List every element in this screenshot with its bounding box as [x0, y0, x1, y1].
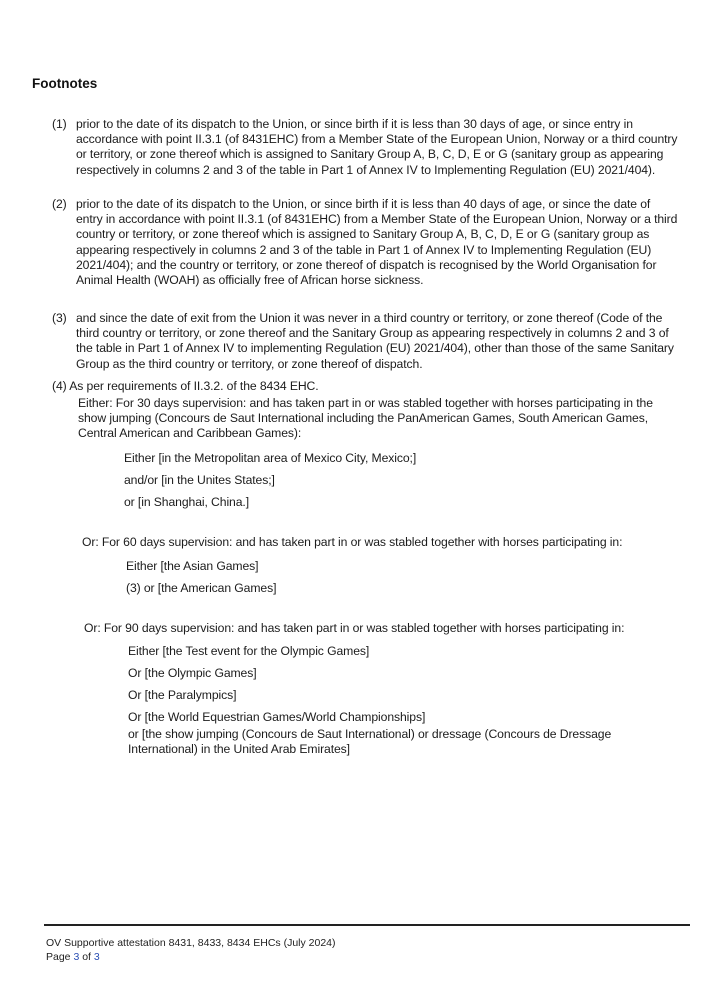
location-usa: and/or [in the Unites States;] [124, 473, 275, 487]
page-prefix: Page [46, 951, 74, 963]
footnote-4-intro: (4) As per requirements of II.3.2. of the 8434 EHC. [52, 379, 319, 393]
footnote-number: (1) [52, 117, 67, 131]
location-mexico: Either [in the Metropolitan area of Mexico City, Mexico;] [124, 451, 417, 465]
event-american-games: (3) or [the American Games] [126, 581, 277, 595]
option-60-days: Or: For 60 days supervision: and has taken part in or was stabled together with horses participating in: [82, 535, 623, 549]
footnote-text: prior to the date of its dispatch to the Union, or since birth if it is less than 30 days of age, or since entry in accordance with point II.3.1 (of 8431EHC) from a Member State of the European Union, Norway or a third country or territory, or zone thereof which is assigned to Sanitary Group A, B, C, D, E or G (sanitary group as appearing respectively in columns 2 and 3 of the table in Part 1 of Annex IV to Implementing Regulation (EU) 2021/404). [76, 117, 678, 177]
event-uae-show-jumping: or [the show jumping (Concours de Saut International) or dressage (Concours de Dressage International) in the United Arab Emirates] [128, 727, 612, 757]
footnotes-heading: Footnotes [32, 76, 98, 91]
event-olympic-games: Or [the Olympic Games] [128, 666, 257, 680]
event-paralympics: Or [the Paralympics] [128, 688, 237, 702]
footnote-2 [52, 197, 680, 288]
option-90-days: Or: For 90 days supervision: and has taken part in or was stabled together with horses participating in: [84, 621, 625, 635]
footnote-text: and since the date of exit from the Union it was never in a third country or territory, or zone thereof (Code of the third country or territory, or zone thereof and the Sanitary Group as appearing respectively in columns 2 and 3 of the table in Part 1 of Annex IV to implementing Regulation (EU) 2021/404), other than those of the same Sanitary Group as the third country or territory, or zone thereof of dispatch. [76, 311, 674, 371]
footnote-1 [52, 117, 680, 178]
option-30-days: Either: For 30 days supervision: and has taken part in or was stabled together with horses participating in the show jumping (Concours de Saut International including the PanAmerican Games, South American Games, Central American and Caribbean Games): [78, 396, 653, 441]
footnote-3 [52, 311, 680, 372]
page-mid: of [79, 951, 94, 963]
page-total: 3 [93, 951, 100, 963]
footer-page-number [46, 951, 100, 963]
event-test-event: Either [the Test event for the Olympic Games] [128, 644, 370, 658]
page-current: 3 [73, 951, 80, 963]
footer-document-title: OV Supportive attestation 8431, 8433, 8434 EHCs (July 2024) [46, 937, 336, 949]
event-asian-games: Either [the Asian Games] [126, 559, 259, 573]
footnote-text: prior to the date of its dispatch to the Union, or since birth if it is less than 40 days of age, or since the date of entry in accordance with point II.3.1 (of 8431EHC) from a Member State of the European Union, Norway or a third country or territory, or zone thereof which is assigned to Sanitary Group A, B, C, D, E or G (sanitary group as appearing respectively in columns 2 and 3 of the table in Part 1 of Annex IV to Implementing Regulation (EU) 2021/404); and the country or territory, or zone thereof of dispatch is recognised by the World Organisation for Animal Health (WOAH) as officially free of African horse sickness. [76, 197, 678, 288]
footnote-number: (2) [52, 197, 67, 211]
event-world-championships: Or [the World Equestrian Games/World Championships] [128, 710, 426, 724]
footnote-number: (3) [52, 311, 67, 325]
footer-divider [44, 924, 690, 926]
location-shanghai: or [in Shanghai, China.] [124, 495, 249, 509]
